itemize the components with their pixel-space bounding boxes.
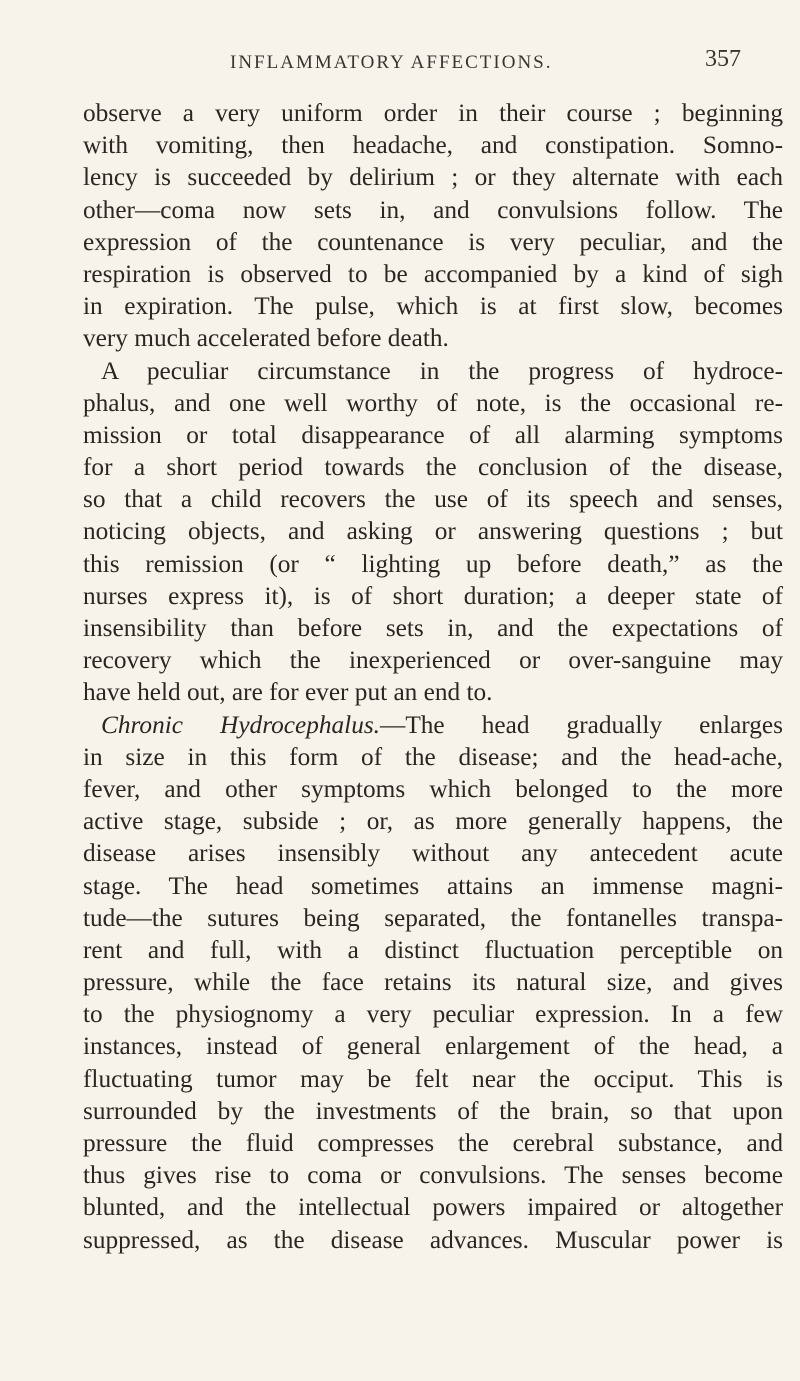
text-line: very much accelerated before death. <box>83 324 449 353</box>
text-line: for a short period towards the conclusion of the disease, <box>83 453 783 482</box>
text-line: other—coma now sets in, and convulsions follow. The <box>83 195 783 224</box>
text-line: nurses express it), is of short duration; a deeper state of <box>83 581 783 610</box>
text-line: recovery which the inexperienced or over-sanguine may <box>83 646 783 675</box>
text-line: A peculiar circumstance in the progress of hydroce- <box>101 356 783 385</box>
text-line: mission or total disappearance of all alarming symptoms <box>83 420 783 449</box>
text-line: observe a very uniform order in their course ; beginning <box>83 99 783 127</box>
text-line: disease arises insensibly without any antecedent acute <box>83 839 783 868</box>
text-line: have held out, are for ever put an end to. <box>83 678 493 707</box>
text-line: with vomiting, then headache, and constipation. Somno- <box>83 131 783 160</box>
text-line: pressure, while the face retains its natural size, and gives <box>83 968 783 997</box>
text-line: instances, instead of general enlargement of the head, a <box>83 1032 783 1061</box>
text-line: in expiration. The pulse, which is at first slow, becomes <box>83 292 783 321</box>
running-head: INFLAMMATORY AFFECTIONS. <box>230 52 553 73</box>
section-lead-text: —The head gradually enlarges <box>380 710 783 739</box>
text-line: insensibility than before sets in, and the expectations of <box>83 614 783 642</box>
text-line: active stage, subside ; or, as more generally happens, the <box>83 807 783 836</box>
section-heading: Chronic Hydrocephalus. <box>101 710 381 739</box>
text-line: phalus, and one well worthy of note, is the occasional re- <box>83 388 783 417</box>
text-line: noticing objects, and asking or answering questions ; but <box>83 517 783 546</box>
text-line: fluctuating tumor may be felt near the occiput. This is <box>83 1064 783 1093</box>
section-lead-line <box>83 709 783 741</box>
text-line: so that a child recovers the use of its speech and senses, <box>83 485 783 514</box>
text-line: respiration is observed to be accompanied by a kind of sigh <box>83 259 783 288</box>
text-line: tude—the sutures being separated, the fontanelles transpa- <box>83 903 783 932</box>
text-line: blunted, and the intellectual powers impaired or altogether <box>83 1193 783 1222</box>
text-line: suppressed, as the disease advances. Muscular power is <box>83 1225 783 1254</box>
text-line: rent and full, with a distinct fluctuation perceptible on <box>83 935 783 964</box>
text-line: to the physiognomy a very peculiar expression. In a few <box>83 1000 783 1029</box>
body-text <box>83 97 783 1256</box>
text-line: surrounded by the investments of the brain, so that upon <box>83 1096 783 1125</box>
text-line: thus gives rise to coma or convulsions. The senses become <box>83 1161 783 1190</box>
text-line: fever, and other symptoms which belonged to the more <box>83 774 783 803</box>
text-line: lency is succeeded by delirium ; or they alternate with each <box>83 163 783 192</box>
text-line: pressure the fluid compresses the cerebral substance, and <box>83 1129 783 1157</box>
text-line: this remission (or “ lighting up before death,” as the <box>83 549 783 578</box>
text-line: expression of the countenance is very peculiar, and the <box>83 227 783 256</box>
text-line: stage. The head sometimes attains an immense magni- <box>83 871 783 900</box>
text-line: in size in this form of the disease; and the head-ache, <box>83 742 783 771</box>
page-number: 357 <box>705 46 741 72</box>
